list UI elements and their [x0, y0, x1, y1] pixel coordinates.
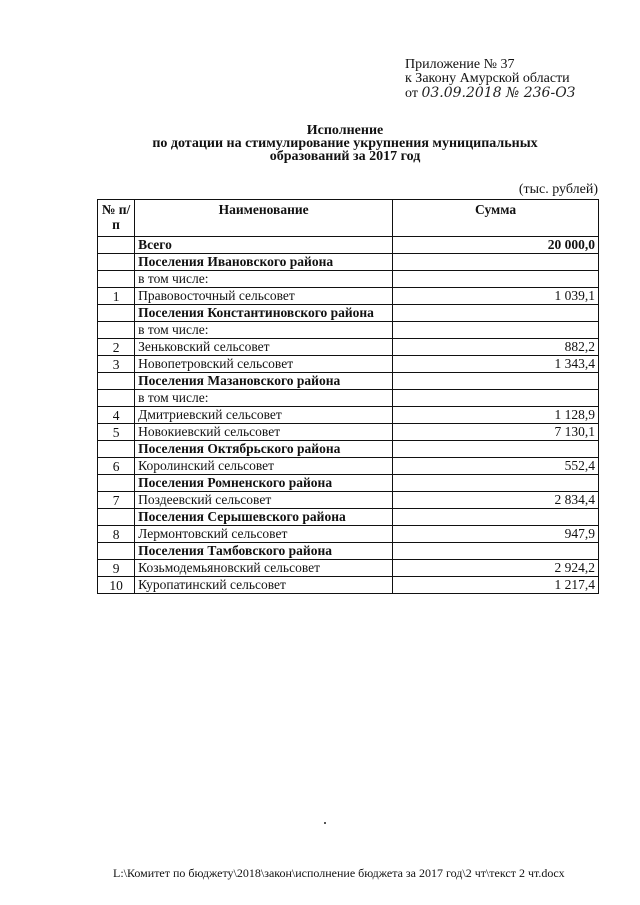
execution-table: [97, 199, 599, 594]
appendix-number: Приложение № 37: [405, 57, 515, 72]
row-sum: 7 130,1: [393, 424, 599, 441]
table-row: [98, 305, 599, 322]
row-number: 9: [98, 560, 135, 577]
row-sum: 1 039,1: [393, 288, 599, 305]
table-row: [98, 458, 599, 475]
table-row: [98, 237, 599, 254]
row-name: Козьмодемьяновский сельсовет: [135, 560, 393, 577]
row-number: [98, 390, 135, 407]
row-name: Поздеевский сельсовет: [135, 492, 393, 509]
table-row: [98, 577, 599, 594]
table-row: [98, 390, 599, 407]
table-row: [98, 424, 599, 441]
row-sum: [393, 373, 599, 390]
appendix-block: [405, 58, 575, 101]
table-row: [98, 441, 599, 458]
row-sum: [393, 322, 599, 339]
title-line-2: по дотации на стимулирование укрупнения муниципальных: [152, 136, 538, 151]
row-group-name: Поселения Октябрьского района: [135, 441, 393, 458]
row-number: [98, 254, 135, 271]
row-sum: [393, 475, 599, 492]
row-number: 6: [98, 458, 135, 475]
table-row: [98, 543, 599, 560]
row-number: 5: [98, 424, 135, 441]
row-number: 3: [98, 356, 135, 373]
row-name: Королинский сельсовет: [135, 458, 393, 475]
document-title: [130, 124, 560, 163]
handwritten-date: 03.09.2018 № 236-ОЗ: [421, 85, 576, 101]
row-number: [98, 271, 135, 288]
row-sum: 2 924,2: [393, 560, 599, 577]
row-group-name: Поселения Ромненского района: [135, 475, 393, 492]
row-sum: 882,2: [393, 339, 599, 356]
row-sum: [393, 271, 599, 288]
table-row: [98, 373, 599, 390]
row-sum: 1 128,9: [393, 407, 599, 424]
row-group-name: Всего: [135, 237, 393, 254]
row-name: Новопетровский сельсовет: [135, 356, 393, 373]
row-number: [98, 475, 135, 492]
table-row: [98, 288, 599, 305]
table-row: [98, 254, 599, 271]
row-group-name: Поселения Мазановского района: [135, 373, 393, 390]
row-name: в том числе:: [135, 271, 393, 288]
table-row: [98, 271, 599, 288]
row-sum: [393, 390, 599, 407]
row-group-name: Поселения Константиновского района: [135, 305, 393, 322]
table-row: [98, 560, 599, 577]
row-sum: 552,4: [393, 458, 599, 475]
table-row: [98, 407, 599, 424]
row-name: в том числе:: [135, 322, 393, 339]
table-body: [98, 237, 599, 594]
row-name: Лермонтовский сельсовет: [135, 526, 393, 543]
appendix-date-line: [405, 86, 575, 101]
row-number: 1: [98, 288, 135, 305]
title-line-3: образований за 2017 год: [269, 149, 421, 164]
row-number: [98, 237, 135, 254]
units-label: (тыс. рублей): [518, 182, 598, 197]
row-sum: 20 000,0: [393, 237, 599, 254]
table-row: [98, 356, 599, 373]
row-sum: [393, 305, 599, 322]
row-number: 4: [98, 407, 135, 424]
row-name: Дмитриевский сельсовет: [135, 407, 393, 424]
appendix-law: к Закону Амурской области: [405, 71, 570, 86]
row-name: Зеньковский сельсовет: [135, 339, 393, 356]
appendix-date-prefix: от: [405, 86, 418, 101]
row-name: Куропатинский сельсовет: [135, 577, 393, 594]
table-row: [98, 492, 599, 509]
row-number: 2: [98, 339, 135, 356]
row-sum: 2 834,4: [393, 492, 599, 509]
scan-speck: [324, 822, 326, 824]
row-number: 10: [98, 577, 135, 594]
row-number: [98, 543, 135, 560]
table-row: [98, 526, 599, 543]
row-number: 7: [98, 492, 135, 509]
row-number: [98, 305, 135, 322]
row-number: [98, 509, 135, 526]
table-header-row: [98, 200, 599, 237]
header-sum: Сумма: [393, 200, 599, 237]
row-sum: 947,9: [393, 526, 599, 543]
row-group-name: Поселения Тамбовского района: [135, 543, 393, 560]
row-number: [98, 373, 135, 390]
row-number: [98, 322, 135, 339]
row-sum: [393, 254, 599, 271]
header-num: № п/п: [98, 200, 135, 237]
table-row: [98, 339, 599, 356]
row-name: Правовосточный сельсовет: [135, 288, 393, 305]
row-group-name: Поселения Ивановского района: [135, 254, 393, 271]
file-path-footer: L:\Комитет по бюджету\2018\закон\исполнение бюджета за 2017 год\2 чт\текст 2 чт.docx: [113, 866, 565, 880]
row-name: Новокиевский сельсовет: [135, 424, 393, 441]
row-sum: [393, 543, 599, 560]
row-number: 8: [98, 526, 135, 543]
row-sum: 1 217,4: [393, 577, 599, 594]
table-row: [98, 322, 599, 339]
row-number: [98, 441, 135, 458]
row-sum: 1 343,4: [393, 356, 599, 373]
title-line-1: Исполнение: [306, 123, 384, 138]
row-group-name: Поселения Серышевского района: [135, 509, 393, 526]
row-sum: [393, 509, 599, 526]
row-sum: [393, 441, 599, 458]
header-name: Наименование: [135, 200, 393, 237]
row-name: в том числе:: [135, 390, 393, 407]
table-row: [98, 475, 599, 492]
table-row: [98, 509, 599, 526]
